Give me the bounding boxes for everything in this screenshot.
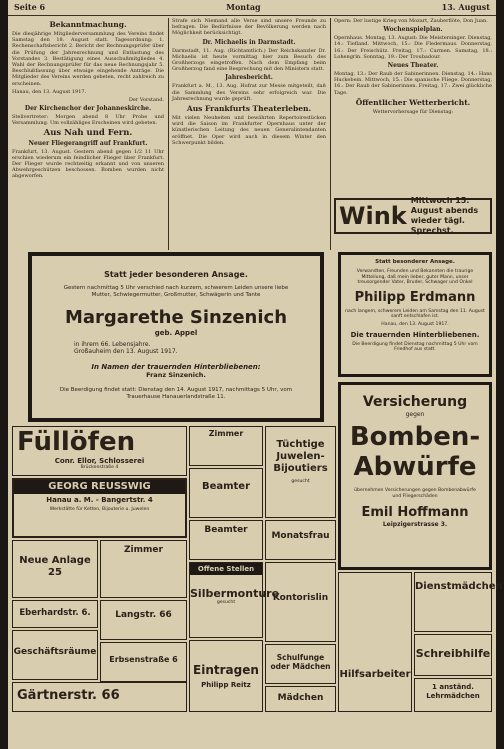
- weather-title: Öffentlicher Wetterbericht.: [355, 97, 471, 107]
- weather-subtitle: Wettervorhersage für Dienstag:: [372, 108, 454, 115]
- langstr-title: Langstr. 66: [115, 610, 172, 620]
- notice-title: Bekanntmachung.: [49, 20, 127, 29]
- hilfsarbeiter-title: Hilfsarbeiter: [339, 669, 411, 680]
- obituary2-place: Hanau, den 13. August 1917.: [381, 321, 449, 327]
- apartment-ad: [12, 540, 98, 598]
- obituary-birthname: geb. Appel: [154, 329, 198, 337]
- insurance-ad: [338, 382, 492, 570]
- obituary2-text: Verwandten, Freunden und Bekannten die traurige Mitteilung, daß mein lieber, guter Mann, unser treusorgender Vater, Bruder, Schwager und Onkel: [356, 269, 474, 286]
- business-rooms-title: Geschäftsräume: [13, 647, 97, 657]
- section-body: Frankfurt, 13. August. Gestern abend gegen 1/2 11 Uhr erschien wiederum ein feindlicher Flieger über Frankfurt. Der Flieger wurde rechtzeitig erkannt und von unseren Abwehrgeschützen beschossen. Bomben wurden nicht abgeworfen.: [12, 148, 164, 180]
- schedule-body: Opernhaus. Montag, 13. August: Die Meistersinger. Dienstag, 14.: Tiefland. Mittwoch, 15.: Die Fledermaus. Donnerstag, 16.: Der Freischütz. Freitag, 17.: Carmen. Samstag, 18.: Lohengrin. Sonntag, 19.: Der Troubadour.: [334, 35, 492, 60]
- kontor-title: Kontorislin: [272, 593, 329, 603]
- article-body: Frankfurt a. M., 13. Aug. Hofrat zur Messe mitgeteilt, daß die Sammlung des Vereins sehr erfolgreich war. Die Jahresrechnung wurde geprüft.: [172, 83, 326, 102]
- fuelloefen-company: Conr. Ellor, Schlosserei: [54, 457, 145, 465]
- theater-body: Mit vielen Neuheiten und bewährten Repertoirestücken wird die Saison im Frankfurter Opernhaus unter der künstlerischen Leitung des neuen Generalintendanten eröffnet. Die Oper wird auch in diesem Winter den Schwerpunkt bilden.: [172, 115, 326, 146]
- obituary-name: Margarethe Sinzenich: [64, 307, 288, 328]
- lehrmaedchen-title: 1 anständ. Lehrmädchen: [426, 683, 480, 700]
- fuelloefen-ad: [12, 426, 187, 476]
- silver-subtitle: gesucht: [216, 600, 236, 605]
- insurance-agent: Emil Hoffmann: [361, 505, 469, 521]
- jobs-ad: [189, 562, 280, 638]
- theater-title: Aus Frankfurts Theaterleben.: [186, 104, 312, 114]
- dienstmaedchen-title: Dienstmädchen: [415, 581, 503, 592]
- room-title: Zimmer: [124, 545, 163, 555]
- column-2: [172, 18, 326, 250]
- schedule-title: Wochenspielplan.: [383, 26, 443, 34]
- fuelloefen-title: Füllöfen: [17, 427, 136, 457]
- schuljunge-title: Schulfunge oder Mädchen: [270, 653, 331, 671]
- apartment-title: Neue Anlage 25: [19, 555, 91, 578]
- kontor-ad: [265, 562, 336, 642]
- wink-ad: [334, 198, 492, 234]
- beamter-title: Beamter: [201, 481, 251, 492]
- opera-body: Opern: Der lustige Krieg von Mozart, Zauberflöte, Don Juan.: [334, 18, 488, 24]
- eberhard-title: Eberhardstr. 6.: [19, 608, 91, 618]
- column-3: [334, 18, 492, 208]
- maedchen-title: Mädchen: [277, 693, 324, 703]
- erbsen-ad: [100, 642, 187, 682]
- article-subtitle: Dr. Michaelis in Darmstadt.: [202, 38, 296, 46]
- room-ad: [100, 540, 187, 598]
- theater-schedule: Montag, 13.: Der Raub der Sabinerinnen. Dienstag, 14.: Hans Huckebein. Mittwoch, 15.: Die spanische Fliege. Donnerstag, 16.: Der Raub der Sabinerinnen. Freitag, 17.: Zwei glückliche Tage.: [334, 71, 492, 96]
- business-rooms-ad: [12, 630, 98, 680]
- choir-body: Stellvertreter: Morgen abend 8 Uhr Probe und Versammlung. Um vollzähliges Erscheinen wird gebeten.: [12, 114, 164, 127]
- newspaper-page: [8, 0, 503, 749]
- beamter-ad-2: [189, 520, 263, 560]
- monatsfrau-ad: [265, 520, 336, 560]
- notice-body: Die diesjährige Mitgliederversammlung des Vereins findet Samstag den 18. August statt. Tagesordnung: 1. Rechenschaftsbericht 2. Bericht der Rechnungsprüfer über die Prüfung der Jahresrechnung und Entlastung des Vorstandes 3. Bestätigung eines Ausschußmitgliedes 4. Wahl der Rechnungsprüfer für das neue Rechnungsjahr 5. Beschlußfassung über etwaige eingehende Anträge. Die Mitglieder des Vereins werden gebeten, recht zahlreich zu erscheinen.: [12, 31, 164, 87]
- jobs-header: Offene Stellen: [190, 563, 262, 575]
- article-body: Darmstadt, 11. Aug. (Richtamtlich.) Der Reichskanzler Dr. Michaelis ist heute vormittag hier zum Besuch des Großherzogs eingetroffen. Nach dem Empfang beim Großherzog fand eine Besprechung mit den Ministern statt.: [172, 47, 326, 73]
- obituary-mourners: In Namen der trauernden Hinterbliebenen:: [91, 363, 261, 371]
- erbsen-title: Erbsenstraße 6: [109, 655, 178, 664]
- reusswig-ad: [12, 478, 187, 538]
- fuelloefen-address: Brückenstraße 4: [80, 465, 119, 470]
- insurance-bomben: Bomben-: [349, 422, 481, 452]
- beamter-ad: [189, 468, 263, 518]
- insurance-text: übernehmen Versicherungen gegen Bombenabwürfe und Fliegerschäden: [354, 488, 476, 499]
- obituary-age: in ihrem 66. Lebensjahre.: [74, 341, 151, 348]
- wink-line-1: Mittwoch 15. August abends: [410, 196, 479, 215]
- schreibhilfe-ad: [414, 634, 492, 676]
- monatsfrau-title: Monatsfrau: [271, 531, 330, 541]
- jewelry-title: Tüchtige Juwelen-Bijoutiers: [273, 439, 328, 474]
- choir-title: Der Kirchenchor der Johanneskirche.: [24, 105, 152, 113]
- reusswig-text: Werkstätte für Ketten, Bijouterie u. Juwelen: [49, 507, 150, 512]
- obituary2-mourners: Die trauernden Hinterbliebenen.: [350, 330, 480, 339]
- page-day: Montag: [226, 2, 261, 12]
- gaertner-title: Gärtnerstr. 66: [17, 688, 120, 703]
- obituary-signer: Franz Sinzenich.: [146, 371, 206, 379]
- obituary-box: [28, 252, 324, 422]
- insurance-gegen: gegen: [405, 411, 425, 418]
- notice-date: Hanau, den 13. August 1917.: [12, 88, 87, 95]
- column-rule: [168, 18, 169, 250]
- zimmer-ad: [189, 426, 263, 466]
- obituary-heading: Statt jeder besonderen Ansage.: [104, 270, 248, 279]
- reusswig-title: GEORG REUSSWIG: [14, 480, 185, 494]
- insurance-address: Leipzigerstrasse 3.: [382, 521, 448, 529]
- obituary-box-2: [338, 252, 492, 377]
- wink-line-2: wieder tägl. Sprechst.: [410, 216, 465, 235]
- page-header: [8, 2, 496, 16]
- obituary-place: Großauheim den 13. August 1917.: [74, 348, 178, 355]
- eintragen-ad: [189, 640, 263, 712]
- gaertner-ad: [12, 682, 187, 712]
- article-subtitle: Jahresbericht.: [225, 74, 273, 82]
- hilfsarbeiter-ad: [338, 572, 412, 712]
- lehrmaedchen-ad: [414, 678, 492, 712]
- section-title: Aus Nah und Fern.: [43, 127, 133, 138]
- zimmer-title: Zimmer: [208, 429, 244, 438]
- dienstmaedchen-ad: [414, 572, 503, 632]
- schreibhilfe-title: Schreibhilfe: [415, 647, 491, 660]
- obituary2-name: Philipp Erdmann: [354, 289, 476, 305]
- obituary-text: Gestern nachmittag 5 Uhr verschied nach kurzem, schwerem Leiden unsere liebe Mutter, Schwiegermutter, Großmutter, Schwägerin und Tante: [63, 285, 289, 298]
- langstr-ad: [100, 600, 187, 640]
- wink-title: Wink: [339, 202, 407, 230]
- page-number: Seite 6: [14, 2, 46, 12]
- article-body: Strafe sich Niemand alle Verse sind unsere Freunde zu befragen. Die Bedürfnisse der Bevölkerung werden nach Möglichkeit berücksichtigt.: [172, 18, 326, 37]
- schuljunge-ad: [265, 644, 336, 684]
- reusswig-address: Hanau a. M. - Bangertstr. 4: [46, 496, 153, 504]
- theater-subtitle: Neues Theater.: [387, 62, 439, 70]
- insurance-title: Versicherung: [362, 394, 468, 410]
- obituary2-funeral: Die Beerdigung findet Dienstag nachmittag 5 Uhr vom Friedhof aus statt.: [352, 341, 478, 353]
- jewelry-subtitle: gesucht: [291, 479, 310, 484]
- page-date: 13. August: [441, 2, 490, 12]
- eintragen-name: Philipp Reitz: [201, 681, 251, 689]
- obituary-funeral: Die Beerdigung findet statt: Dienstag den 14. August 1917, nachmittags 5 Uhr, vom Trauerhause Hanauerlandstraße 11.: [59, 387, 293, 400]
- eberhard-ad: [12, 600, 98, 628]
- column-rule: [330, 18, 331, 250]
- jewelry-ad: [265, 426, 336, 518]
- section-subtitle: Neuer Fliegerangriff auf Frankfurt.: [28, 139, 148, 147]
- obituary2-text2: nach langem, schwerem Leiden am Samstag den 11. August sanft entschlafen ist.: [345, 308, 485, 320]
- insurance-abwuerfe: Abwürfe: [353, 452, 477, 482]
- maedchen-ad: [265, 686, 336, 712]
- column-1: [12, 18, 164, 250]
- eintragen-title: Eintragen: [193, 663, 259, 677]
- obituary2-heading: Statt besonderer Ansage.: [375, 259, 455, 265]
- notice-signature: Der Vorstand.: [128, 97, 164, 104]
- beamter2-title: Beamter: [204, 525, 248, 535]
- silver-title: Silbermonture: [190, 587, 280, 600]
